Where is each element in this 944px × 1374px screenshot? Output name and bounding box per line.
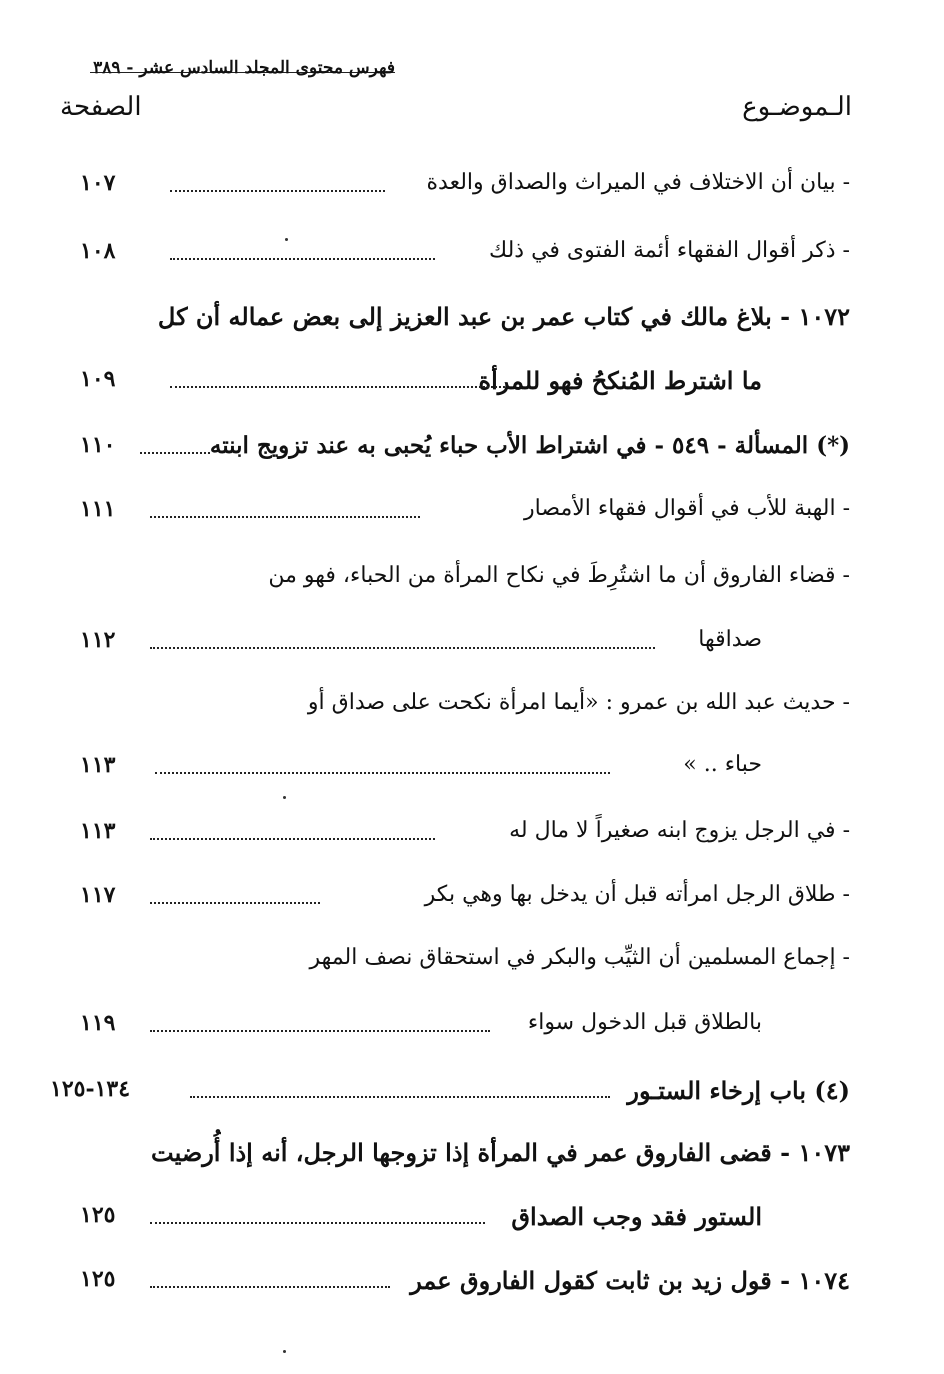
index-entry [50,366,850,406]
leader-dots [170,258,435,260]
index-entry [50,1138,850,1178]
entry-text: بالطلاق قبل الدخول سواء [527,1010,762,1035]
entry-text: ما اشترط المُنكحُ فهو للمرأة [478,366,762,395]
index-entry [50,1266,850,1306]
index-entry [50,432,850,472]
leader-dots [150,1286,390,1288]
print-speck [285,238,288,241]
leader-dots [150,1030,490,1032]
leader-dots [150,516,420,518]
index-entry [50,238,850,278]
index-entry [50,690,850,730]
running-header [90,58,850,84]
running-title: فهرس محتوى المجلد السادس عشر - ٣٨٩ [93,58,395,78]
print-speck [283,1350,286,1353]
entry-text: - ذكر أقوال الفقهاء أئمة الفتوى في ذلك [489,238,850,263]
entry-page: ١٠٨ [80,238,116,264]
entry-text: صداقها [698,627,762,652]
entry-page: ١٠٧ [80,170,116,196]
index-entry [50,302,850,342]
entry-page: ١٠٩ [80,366,116,392]
entry-text: ١٠٧٤ - قول زيد بن ثابت كقول الفاروق عمر [410,1266,850,1295]
index-entry [50,752,850,792]
entry-page: ١١٢ [80,627,116,653]
entry-page: ١١٩ [80,1010,116,1036]
index-entry [50,563,850,603]
entry-page: ١١٣ [80,818,116,844]
leader-dots [150,1222,485,1224]
index-entry [50,1010,850,1050]
leader-dots [155,772,610,774]
leader-dots [150,838,435,840]
index-entry [50,1076,850,1116]
entry-text: (*) المسألة - ٥٤٩ - في اشتراط الأب حباء يُحبى به عند تزويج ابنته [209,432,850,459]
entry-page: ١١١ [80,496,116,522]
leader-dots [190,1096,610,1098]
page-column-heading: الصفحة [60,92,142,122]
index-entry [50,1202,850,1242]
entry-page: ١١٧ [80,882,116,908]
entry-text: - الهبة للأب في أقوال فقهاء الأمصار [524,496,850,521]
index-entry [50,496,850,536]
entry-text: - إجماع المسلمين أن الثيِّب والبكر في استحقاق نصف المهر [309,945,850,970]
print-speck [283,796,286,799]
entry-text: - قضاء الفاروق أن ما اشتُرِطَ في نكاح المرأة من الحباء، فهو من [268,563,850,588]
leader-dots [150,647,655,649]
entry-text: (٤) باب إرخاء الستـور [627,1076,850,1105]
entry-page: ١٣٤-١٢٥ [50,1076,131,1102]
index-entry [50,170,850,210]
leader-dots [170,190,385,192]
entry-text: - حديث عبد الله بن عمرو : «أيما امرأة نكحت على صداق أو [307,690,850,715]
entry-text: حباء .. » [683,752,762,777]
index-entry [50,627,850,667]
entry-page: ١١٠ [80,432,116,458]
entry-text: - طلاق الرجل امرأته قبل أن يدخل بها وهي بكر [424,882,850,907]
topic-column-heading: الـموضـوع [742,92,852,122]
index-entry [50,818,850,858]
entry-text: - بيان أن الاختلاف في الميراث والصداق والعدة [426,170,850,195]
leader-dots [170,386,505,388]
index-entry [50,945,850,985]
entry-page: ١١٣ [80,752,116,778]
leader-dots [140,452,210,454]
entry-text: الستور فقد وجب الصداق [511,1202,762,1231]
entry-text: - في الرجل يزوج ابنه صغيراً لا مال له [509,818,850,843]
entry-text: ١٠٧٢ - بلاغ مالك في كتاب عمر بن عبد العزيز إلى بعض عماله أن كل [157,302,850,331]
entry-page: ١٢٥ [80,1266,116,1292]
leader-dots [150,902,320,904]
index-entry [50,882,850,922]
entry-text: ١٠٧٣ - قضى الفاروق عمر في المرأة إذا تزوجها الرجل، أنه إذا أُرضيت [151,1138,850,1167]
entry-page: ١٢٥ [80,1202,116,1228]
